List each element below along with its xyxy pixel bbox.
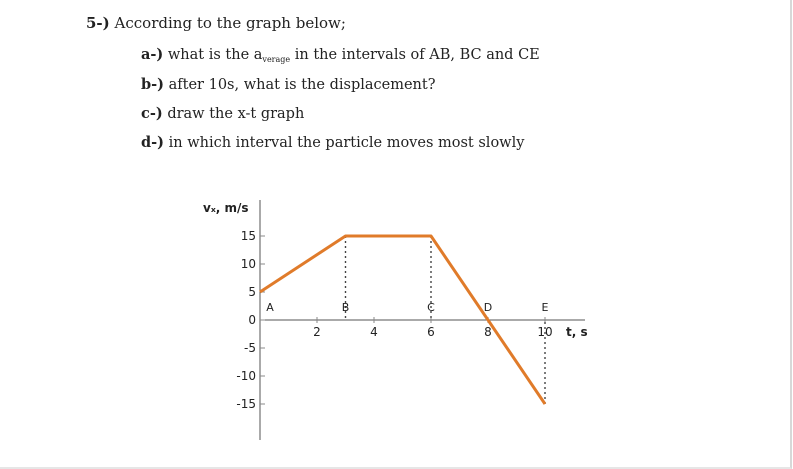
item-text: in which interval the particle moves most slowly	[168, 135, 525, 151]
x-tick-label: 10	[537, 325, 553, 339]
y-tick-label: 0	[248, 313, 256, 327]
item-label: c-)	[141, 105, 163, 122]
item-text-subscript: verage	[262, 55, 291, 64]
y-tick-label: -5	[244, 341, 256, 355]
point-label-a: A	[266, 301, 274, 314]
item-label: b-)	[141, 76, 165, 93]
x-axis-title: t, s	[566, 325, 588, 339]
question-number: 5-)	[86, 14, 110, 32]
y-tick-label: 15	[240, 229, 256, 243]
point-label-e: E	[541, 301, 549, 314]
y-tick-label: -10	[236, 369, 256, 383]
item-label: a-)	[141, 46, 164, 63]
x-tick-label: 6	[427, 325, 435, 339]
point-label-b: B	[341, 301, 350, 314]
x-tick-label: 2	[313, 325, 321, 339]
item-text-pre: what is the a	[167, 47, 263, 63]
x-tick-label: 8	[484, 325, 492, 339]
item-text: draw the x-t graph	[167, 106, 305, 122]
item-text: after 10s, what is the displacement?	[168, 77, 436, 93]
question-intro: According to the graph below;	[114, 14, 346, 32]
y-tick-label: 5	[248, 285, 256, 299]
item-label: d-)	[141, 134, 165, 151]
item-text-post: in the intervals of AB, BC and CE	[290, 47, 540, 63]
y-tick-label: 10	[240, 257, 256, 271]
y-axis-title: vₓ, m/s	[203, 201, 249, 215]
x-tick-label: 4	[370, 325, 378, 339]
point-label-d: D	[483, 301, 493, 314]
y-tick-label: -15	[236, 397, 256, 411]
point-label-c: C	[427, 301, 435, 314]
